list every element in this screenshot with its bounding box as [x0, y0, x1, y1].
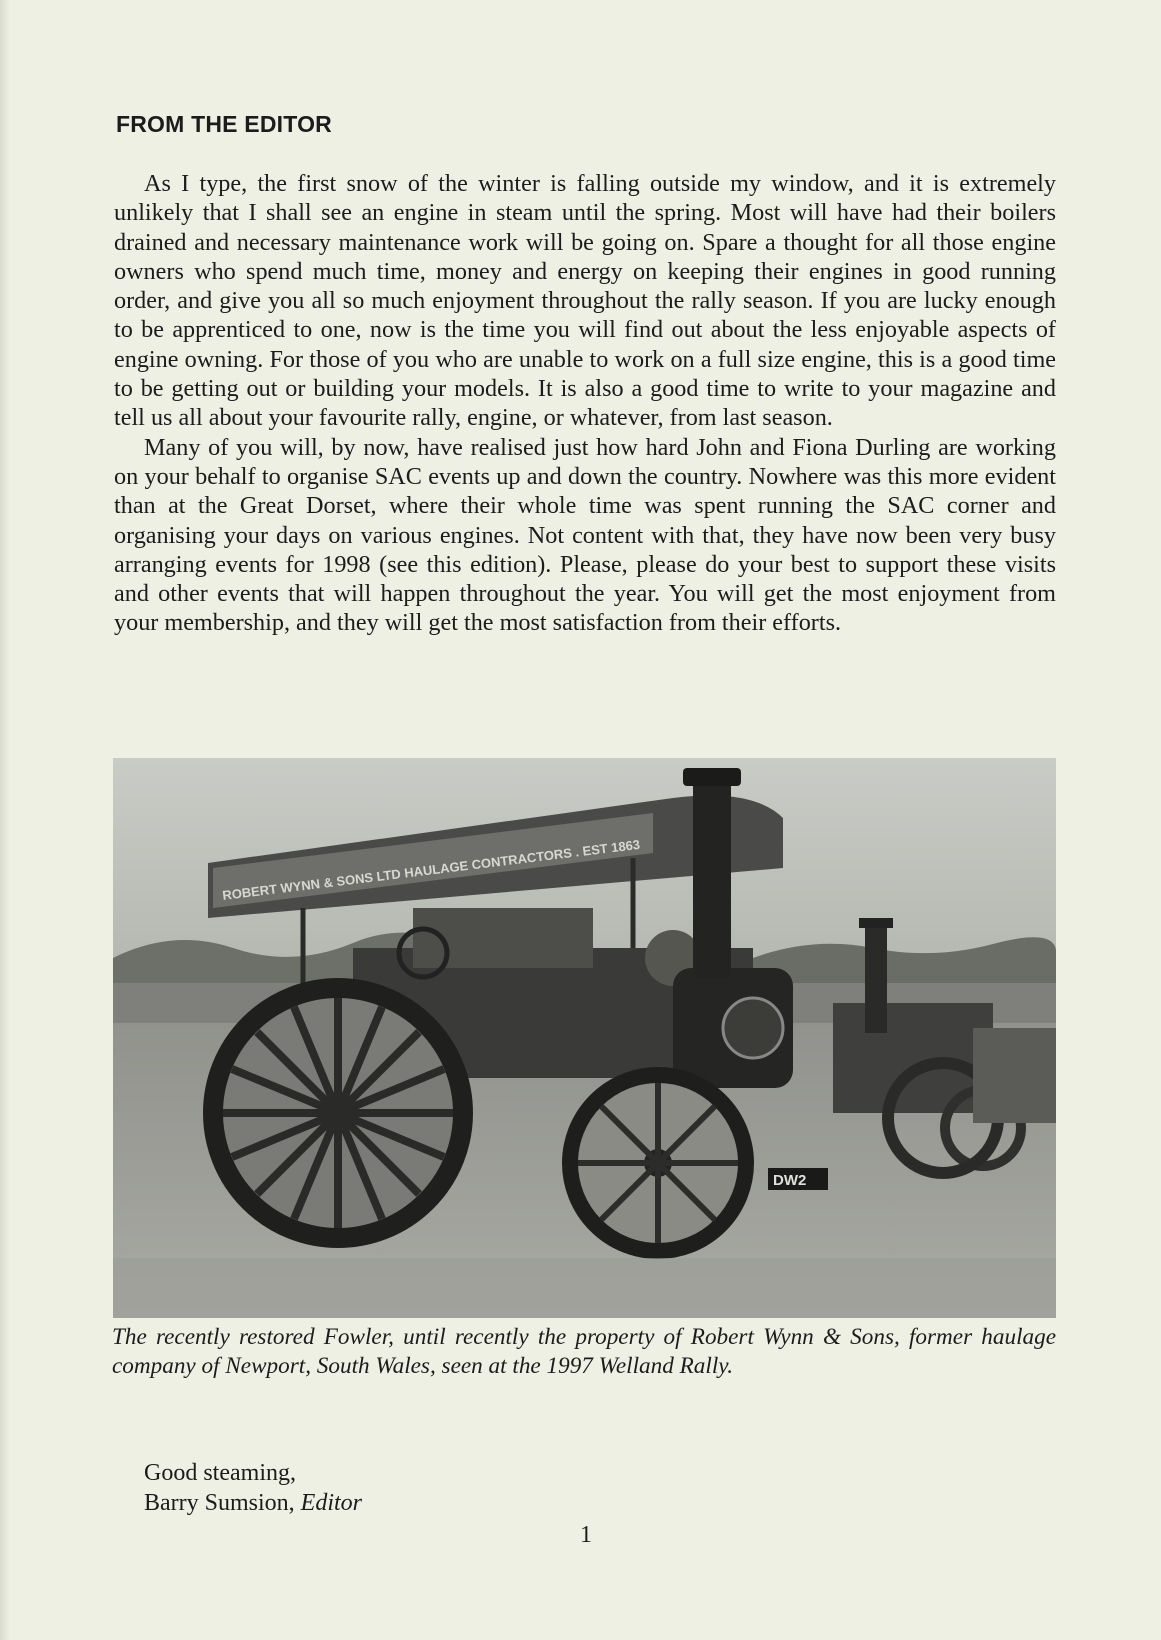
canopy-lettering: ROBERT WYNN & SONS LTD HAULAGE CONTRACTORS . EST 1863 [221, 836, 641, 903]
front-wheel [570, 1075, 746, 1251]
paragraph-1: As I type, the first snow of the winter is falling outside my window, and it is extremely unlikely that I shall see an engine in steam until the spring. Most will have had their boilers drained and necessary maintenance work will be going on. Spare a thought for all those engine owners who spend much time, money and energy on keeping their engines in good running order, and give you all so much enjoyment throughout the rally season. If you are lucky enough to be apprenticed to one, now is the time you will find out about the less enjoyable aspects of engine owning. For those of you who are unable to work on a full size engine, this is a good time to be getting out or building your models. It is also a good time to write to your magazine and tell us all about your favourite rally, engine, or whatever, from last season. [114, 170, 1056, 432]
rear-wheel [213, 988, 463, 1238]
signoff [144, 1458, 362, 1518]
signoff-greeting: Good steaming, [144, 1460, 296, 1486]
editor-role: Editor [300, 1490, 363, 1516]
number-plate: DW2 [773, 1172, 807, 1189]
editor-name: Barry Sumsion, [144, 1490, 301, 1516]
page-number: 1 [580, 1522, 592, 1548]
article-heading: FROM THE EDITOR [116, 111, 332, 137]
photo-caption: The recently restored Fowler, until recently the property of Robert Wynn & Sons, former haulage company of Newport, South Wales, seen at the 1997 Welland Rally. [112, 1324, 1056, 1379]
traction-engine-photo [113, 758, 1056, 1318]
signoff-signature [144, 1488, 362, 1518]
article-body [114, 169, 1056, 638]
paragraph-2: Many of you will, by now, have realised just how hard John and Fiona Durling are working on your behalf to organise SAC events up and down the country. Nowhere was this more evident than at the Great Dorset, where their whole time was spent running the SAC corner and organising your days on various engines. Not content with that, they have now been very busy arranging events for 1998 (see this edition). Please, please do your best to support these visits and other events that will happen throughout the year. You will get the most enjoyment from your membership, and they will get the most satisfaction from their efforts. [114, 433, 1056, 637]
page-binding-edge [0, 0, 10, 1640]
